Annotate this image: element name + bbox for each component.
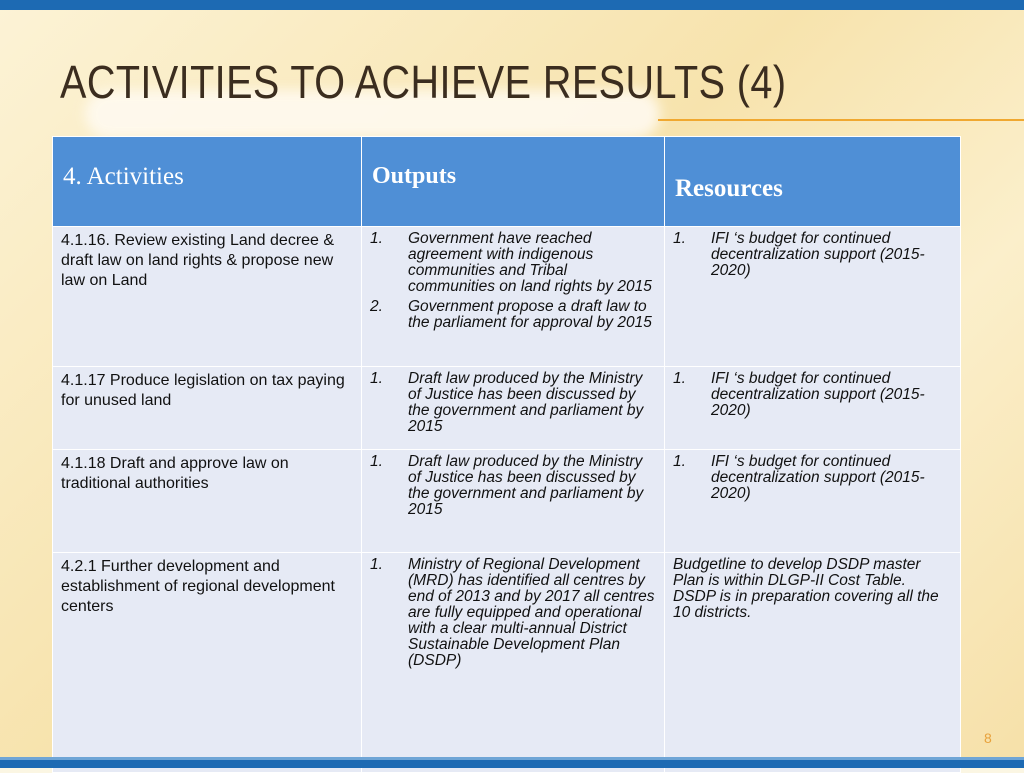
header-activities: 4. Activities <box>53 137 362 227</box>
list-item: 1. Ministry of Regional Development (MRD) has identified all centres by end of 2013 and by 2017 all centres are fully equipped and operational with a clear multi-annual District Sustainable Development Plan (DSDP) <box>370 556 655 669</box>
list-item: 1. IFI ‘s budget for continued decentralization support (2015-2020) <box>673 370 925 419</box>
list-item: 1. Draft law produced by the Ministry of Justice has been discussed by the government and parliament by 2015 <box>370 370 644 435</box>
list-item: 1. IFI ‘s budget for continued decentralization support (2015-2020) <box>673 453 925 502</box>
resources-note: Budgetline to develop DSDP master Plan is within DLGP-II Cost Table. DSDP is in preparation covering all the 10 districts. <box>673 556 939 621</box>
table-header-row <box>53 137 961 227</box>
activities-table <box>52 136 961 773</box>
top-accent-bar <box>0 0 1024 10</box>
header-resources: Resources <box>665 137 961 227</box>
resources-cell <box>665 227 961 367</box>
list-item: 1. Government have reached agreement with indigenous communities and Tribal communities on land rights by 2015 <box>370 230 652 295</box>
table-row <box>53 367 961 450</box>
slide-title: ACTIVITIES TO ACHIEVE RESULTS (4) <box>60 56 787 108</box>
table-row <box>53 450 961 553</box>
activity-cell: 4.1.18 Draft and approve law on traditional authorities <box>53 450 362 553</box>
activity-cell: 4.1.16. Review existing Land decree & draft law on land rights & propose new law on Land <box>53 227 362 367</box>
outputs-cell <box>362 367 665 450</box>
header-outputs: Outputs <box>362 137 665 227</box>
resources-cell <box>665 553 961 773</box>
activity-cell: 4.1.17 Produce legislation on tax paying for unused land <box>53 367 362 450</box>
activity-cell: 4.2.1 Further development and establishment of regional development centers <box>53 553 362 773</box>
list-item: 1. Draft law produced by the Ministry of Justice has been discussed by the government and parliament by 2015 <box>370 453 644 518</box>
resources-cell <box>665 367 961 450</box>
table-row <box>53 553 961 773</box>
outputs-cell <box>362 450 665 553</box>
bottom-accent-bar <box>0 760 1024 768</box>
outputs-cell <box>362 227 665 367</box>
list-item: 2. Government propose a draft law to the parliament for approval by 2015 <box>370 298 652 331</box>
table-row <box>53 227 961 367</box>
outputs-cell <box>362 553 665 773</box>
page-number: 8 <box>984 730 992 746</box>
title-underline <box>658 119 1024 121</box>
list-item: 1. IFI ‘s budget for continued decentralization support (2015-2020) <box>673 230 925 279</box>
resources-cell <box>665 450 961 553</box>
